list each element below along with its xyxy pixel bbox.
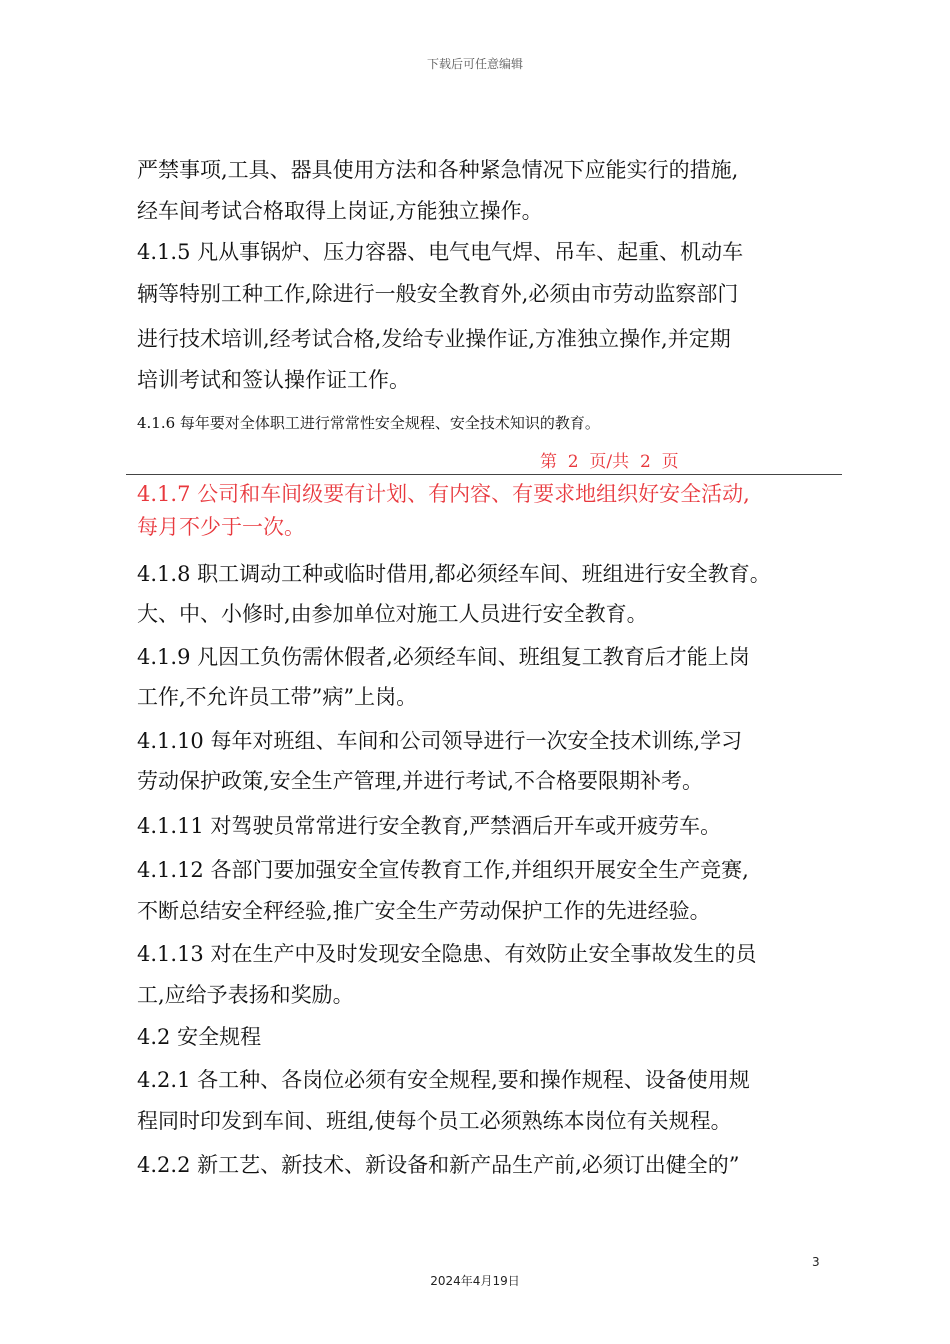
header-note: 下载后可任意编辑 bbox=[426, 57, 523, 71]
section-4-2-heading: 4.2 安全规程 bbox=[137, 1025, 262, 1049]
page-marker: 第 2 页/共 2 页 bbox=[540, 452, 679, 472]
clause-4-1-12: 4.1.12 各部门要加强安全宣传教育工作,并组织开展安全生产竞赛, bbox=[137, 858, 749, 882]
footer-date: 2024年4月19日 bbox=[430, 1274, 520, 1288]
clause-4-1-11: 4.1.11 对驾驶员常常进行安全教育,严禁酒后开车或开疲劳车。 bbox=[137, 814, 722, 838]
page-separator-rule bbox=[126, 474, 842, 475]
clause-4-2-2: 4.2.2 新工艺、新技术、新设备和新产品生产前,必须订出健全的” bbox=[137, 1153, 740, 1177]
body-line: 每月不少于一次。 bbox=[137, 515, 305, 539]
body-line: 工作,不允许员工带”病”上岗。 bbox=[137, 685, 418, 709]
body-line: 严禁事项,工具、器具使用方法和各种紧急情况下应能实行的措施, bbox=[137, 158, 739, 182]
clause-4-1-9: 4.1.9 凡因工负伤需休假者,必须经车间、班组复工教育后才能上岗 bbox=[137, 645, 750, 669]
clause-4-1-13: 4.1.13 对在生产中及时发现安全隐患、有效防止安全事故发生的员 bbox=[137, 942, 757, 966]
clause-4-1-6: 4.1.6 每年要对全体职工进行常常性安全规程、安全技术知识的教育。 bbox=[137, 414, 600, 432]
body-line: 经车间考试合格取得上岗证,方能独立操作。 bbox=[137, 199, 543, 223]
body-line: 程同时印发到车间、班组,使每个员工必须熟练本岗位有关规程。 bbox=[137, 1109, 732, 1133]
body-line: 大、中、小修时,由参加单位对施工人员进行安全教育。 bbox=[137, 602, 648, 626]
clause-4-1-8: 4.1.8 职工调动工种或临时借用,都必须经车间、班组进行安全教育。 bbox=[137, 562, 771, 586]
clause-4-1-7: 4.1.7 公司和车间级要有计划、有内容、有要求地组织好安全活动, bbox=[137, 482, 750, 506]
clause-4-2-1: 4.2.1 各工种、各岗位必须有安全规程,要和操作规程、设备使用规 bbox=[137, 1068, 750, 1092]
page-number: 3 bbox=[812, 1255, 820, 1269]
body-line: 劳动保护政策,安全生产管理,并进行考试,不合格要限期补考。 bbox=[137, 769, 704, 793]
body-line: 培训考试和签认操作证工作。 bbox=[137, 368, 410, 392]
body-line: 进行技术培训,经考试合格,发给专业操作证,方准独立操作,并定期 bbox=[137, 327, 731, 351]
body-line: 不断总结安全秤经验,推广安全生产劳动保护工作的先进经验。 bbox=[137, 899, 711, 923]
clause-4-1-10: 4.1.10 每年对班组、车间和公司领导进行一次安全技术训练,学习 bbox=[137, 729, 743, 753]
body-line: 工,应给予表扬和奖励。 bbox=[137, 983, 354, 1007]
body-line: 辆等特别工种工作,除进行一般安全教育外,必须由市劳动监察部门 bbox=[137, 282, 739, 306]
clause-4-1-5: 4.1.5 凡从事锅炉、压力容器、电气电气焊、吊车、起重、机动车 bbox=[137, 240, 744, 264]
